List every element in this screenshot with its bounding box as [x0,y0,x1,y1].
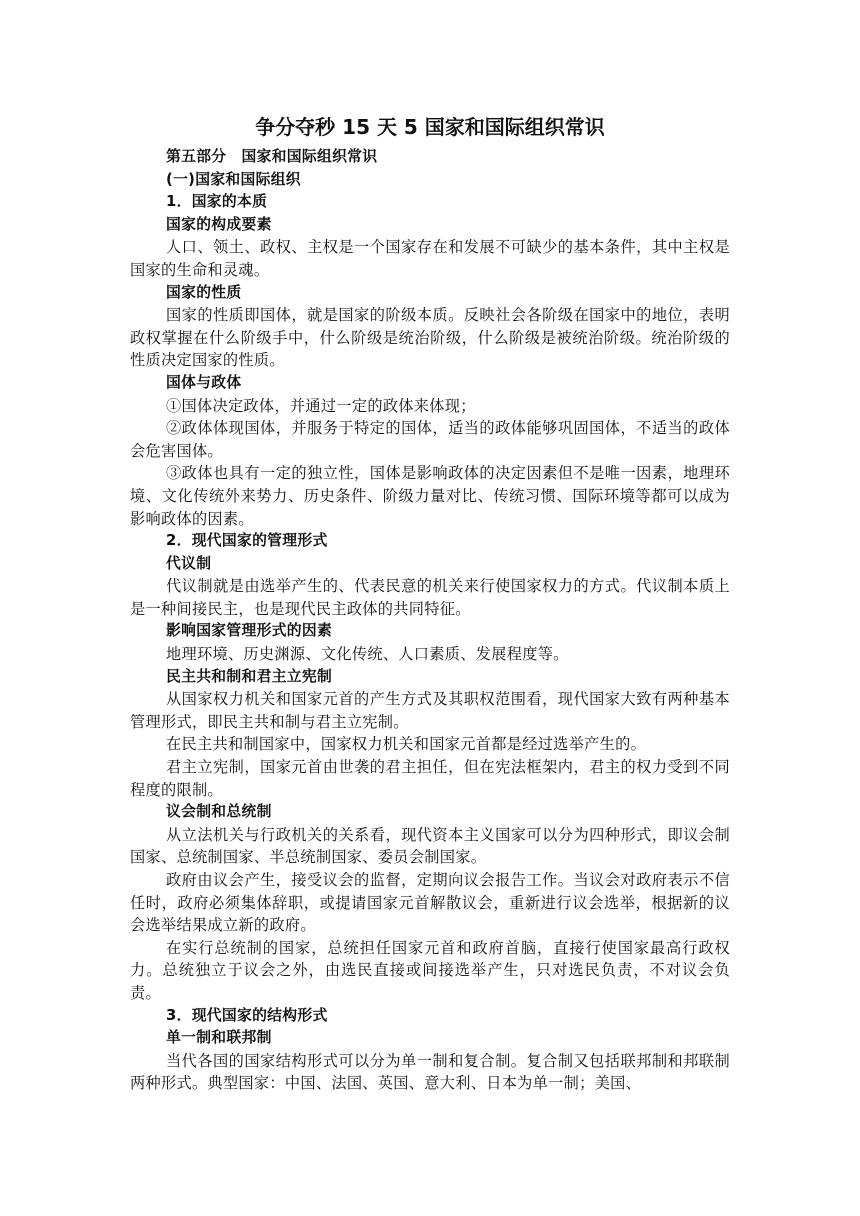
paragraph: 当代各国的国家结构形式可以分为单一制和复合制。复合制又包括联邦制和邦联制两种形式。典型国家：中国、法国、英国、意大利、日本为单一制；美国、 [130,1051,730,1093]
section-heading: 2．现代国家的管理形式 [166,532,328,550]
section-heading: 第五部分 国家和国际组织常识 [166,148,378,165]
section-heading: 国体与政体 [166,373,242,391]
paragraph: 国家的性质即国体，就是国家的阶级本质。反映社会各阶级在国家中的地位，表明政权掌握在什么阶级手中，什么阶级是统治阶级，什么阶级是被统治阶级。统治阶级的性质决定国家的性质。 [130,306,730,370]
section-heading: 代议制 [166,554,212,572]
section-heading: 1．国家的本质 [166,193,268,211]
section-heading: 单一制和联邦制 [166,1029,272,1047]
paragraph: ③政体也具有一定的独立性，国体是影响政体的决定因素但不是唯一因素，地理环境、文化传统外来势力、历史条件、阶级力量对比、传统习惯、国际环境等都可以成为影响政体的因素。 [130,464,730,528]
paragraph: 从立法机关与行政机关的关系看，现代资本主义国家可以分为四种形式，即议会制国家、总统制国家、半总统制国家、委员会制国家。 [130,825,730,867]
paragraph: ②政体体现国体，并服务于特定的国体，适当的政体能够巩固国体，不适当的政体会危害国体。 [130,419,730,460]
section-heading: 国家的性质 [166,283,242,301]
document-title: 争分夺秒 15 天 5 国家和国际组织常识 [255,115,605,139]
paragraph: 君主立宪制，国家元首由世袭的君主担任，但在宪法框架内，君主的权力受到不同程度的限制。 [130,758,730,799]
paragraph: 从国家权力机关和国家元首的产生方式及其职权范围看，现代国家大致有两种基本管理形式，即民主共和制与君主立宪制。 [130,690,730,731]
paragraph: ①国体决定政体，并通过一定的政体来体现； [166,396,476,415]
section-heading: 3．现代国家的结构形式 [166,1006,328,1024]
paragraph: 在实行总统制的国家，总统担任国家元首和政府首脑，直接行使国家最高行政权力。总统独立于议会之外，由选民直接或间接选举产生，只对选民负责，不对议会负责。 [130,938,730,1002]
paragraph: 在民主共和制国家中，国家权力机关和国家元首都是经过选举产生的。 [166,735,647,754]
paragraph: 政府由议会产生，接受议会的监督，定期向议会报告工作。当议会对政府表示不信任时，政府必须集体辞职，或提请国家元首解散议会，重新进行议会选举，根据新的议会选举结果成立新的政府。 [130,871,730,935]
document-body [130,146,730,1095]
paragraph: 代议制就是由选举产生的、代表民意的机关来行使国家权力的方式。代议制本质上是一种间接民主，也是现代民主政体的共同特征。 [130,577,730,618]
section-heading: 国家的构成要素 [166,215,272,233]
section-heading: 民主共和制和君主立宪制 [166,667,333,685]
paragraph: 人口、领土、政权、主权是一个国家存在和发展不可缺少的基本条件，其中主权是国家的生命和灵魂。 [130,238,730,279]
section-heading: (一)国家和国际组织 [166,170,301,188]
section-heading: 议会制和总统制 [166,803,272,821]
paragraph: 地理环境、历史渊源、文化传统、人口素质、发展程度等。 [166,645,569,664]
section-heading: 影响国家管理形式的因素 [166,622,333,640]
